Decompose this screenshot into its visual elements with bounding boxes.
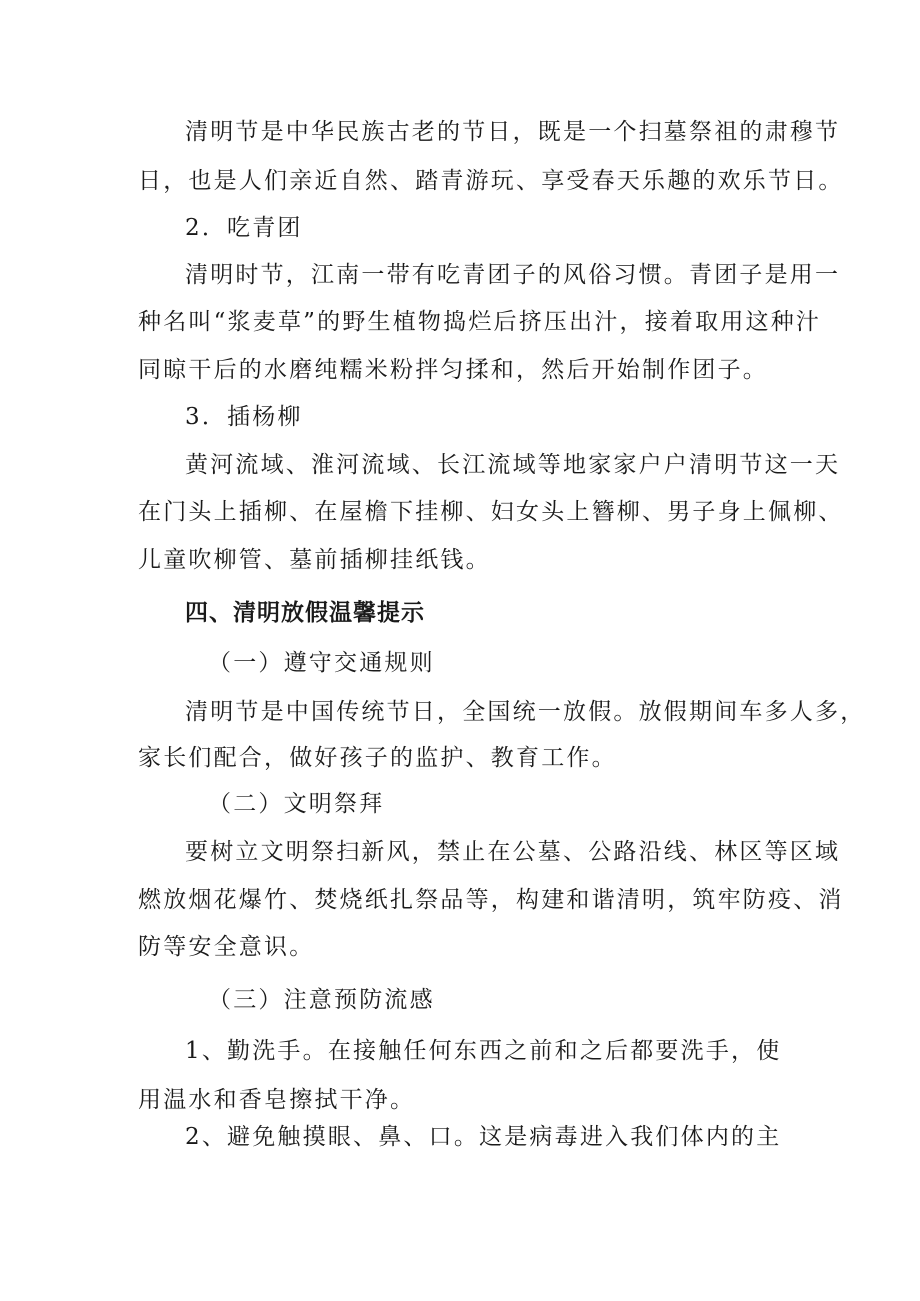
- paragraph-4-line-2: 家长们配合，做好孩子的监护、教育工作。: [138, 745, 617, 771]
- paragraph-2-line-2: 种名叫“浆麦草”的野生植物捣烂后挤压出汁，接着取用这种汁: [138, 309, 822, 335]
- item-2-title: 2．吃青团: [185, 215, 303, 241]
- paragraph-5-line-1: 要树立文明祭扫新风，禁止在公墓、公路沿线、林区等区域: [185, 839, 841, 865]
- paragraph-6-line-2: 用温水和香皂擦拭干净。: [138, 1087, 416, 1113]
- paragraph-5-line-2: 燃放烟花爆竹、焚烧纸扎祭品等，构建和谐清明，筑牢防疫、消: [138, 887, 844, 913]
- paragraph-3-line-1: 黄河流域、淮河流域、长江流域等地家家户户清明节这一天: [185, 452, 841, 478]
- subsection-3-title: （三）注意预防流感: [208, 987, 435, 1013]
- subsection-1-title: （一）遵守交通规则: [208, 650, 435, 676]
- paragraph-4-line-1: 清明节是中国传统节日，全国统一放假。放假期间车多人多，: [185, 699, 866, 725]
- paragraph-7-line-1: 2、避免触摸眼、鼻、口。这是病毒进入我们体内的主: [185, 1124, 782, 1150]
- item-3-title: 3．插杨柳: [185, 404, 303, 430]
- paragraph-6-line-1: 1、勤洗手。在接触任何东西之前和之后都要洗手，使: [185, 1038, 782, 1064]
- paragraph-2-line-3: 同晾干后的水磨纯糯米粉拌匀揉和，然后开始制作团子。: [138, 357, 768, 383]
- paragraph-1-line-2: 日，也是人们亲近自然、踏青游玩、享受春天乐趣的欢乐节日。: [138, 168, 844, 194]
- paragraph-5-line-3: 防等安全意识。: [138, 934, 315, 960]
- subsection-2-title: （二）文明祭拜: [208, 791, 385, 817]
- paragraph-3-line-2: 在门头上插柳、在屋檐下挂柳、妇女头上簪柳、男子身上佩柳、: [138, 499, 844, 525]
- paragraph-3-line-3: 儿童吹柳管、墓前插柳挂纸钱。: [138, 547, 491, 573]
- paragraph-2-line-1: 清明时节，江南一带有吃青团子的风俗习惯。青团子是用一: [185, 262, 841, 288]
- paragraph-1-line-1: 清明节是中华民族古老的节日，既是一个扫墓祭祖的肃穆节: [185, 119, 841, 145]
- section-4-heading: 四、清明放假温馨提示: [185, 600, 425, 626]
